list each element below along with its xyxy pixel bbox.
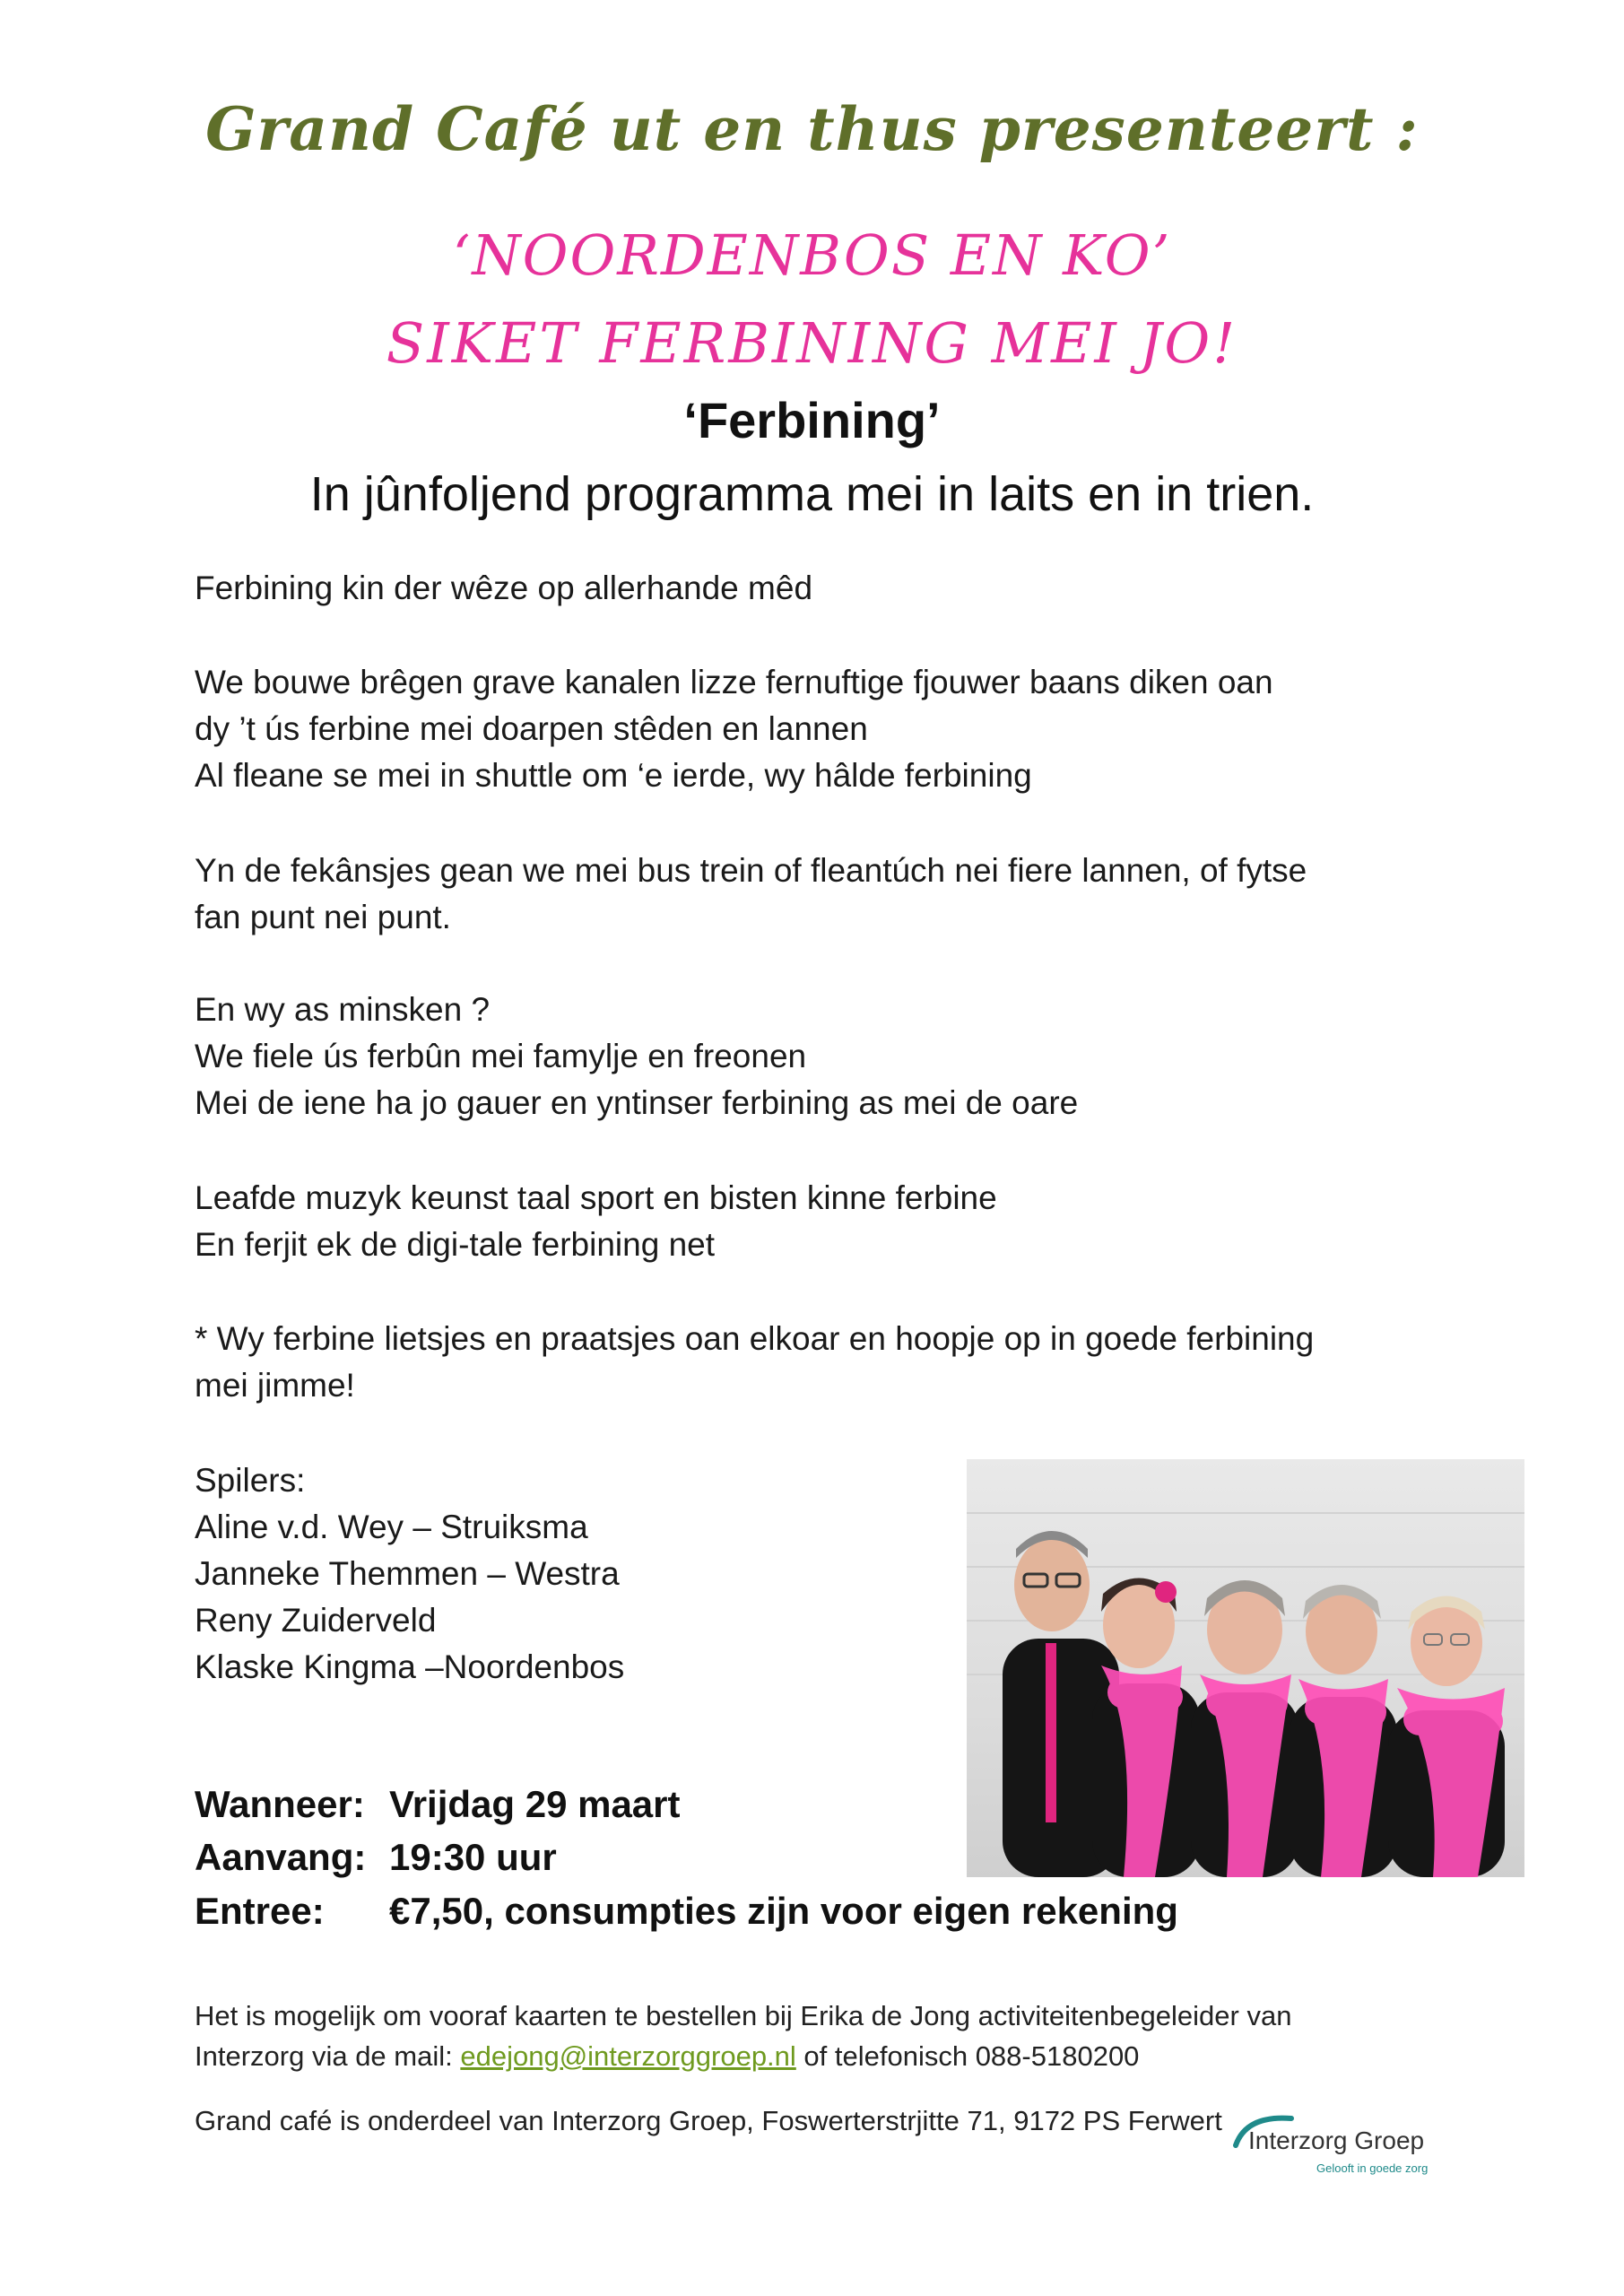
booking-prefix: Interzorg via de mail: [195, 2040, 461, 2072]
booking-suffix: of telefonisch 088-5180200 [795, 2040, 1140, 2072]
text-line: En ferjit ek de digi-tale ferbining net [195, 1226, 716, 1263]
text-line: We bouwe brêgen grave kanalen lizze fernuftige fjouwer baans diken oan [195, 664, 1273, 700]
text-line: Al fleane se mei in shuttle om ‘e ierde, wy hâlde ferbining [195, 757, 1032, 794]
player-name: Aline v.d. Wey – Struiksma [195, 1509, 588, 1545]
theme-heading: ‘Ferbining’ [683, 392, 941, 448]
text-line: Mei de iene ha jo gauer en yntinser ferbining as mei de oare [195, 1084, 1079, 1121]
players-list [195, 1457, 624, 1691]
start-value: 19:30 uur [389, 1836, 557, 1878]
paragraph-holidays [195, 848, 1450, 941]
interzorg-logo [1229, 2108, 1453, 2179]
text-line: En wy as minsken ? [195, 991, 491, 1028]
booking-line-contact [195, 2036, 1291, 2076]
logo-swoosh-icon [1229, 2108, 1453, 2179]
paragraph-songs [195, 1316, 1450, 1409]
event-date-row [195, 1783, 681, 1826]
player-name: Janneke Themmen – Westra [195, 1555, 620, 1592]
text-line: mei jimme! [195, 1367, 355, 1404]
player-name: Klaske Kingma –Noordenbos [195, 1648, 625, 1685]
start-label: Aanvang: [195, 1836, 367, 1878]
text-line: Leafde muzyk keunst taal sport en bisten kinne ferbine [195, 1179, 997, 1216]
text-line: Yn de fekânsjes gean we mei bus trein of fleantúch nei fiere lannen, of fytse [195, 852, 1307, 889]
when-label: Wanneer: [195, 1783, 365, 1825]
paragraph-love [195, 1175, 1450, 1268]
address-line: Grand café is onderdeel van Interzorg Groep, Foswerterstrjitte 71, 9172 PS Ferwert [195, 2105, 1222, 2136]
logo-tagline: Gelooft in goede zorg [1316, 2161, 1429, 2175]
text-line: fan punt nei punt. [195, 899, 451, 935]
players-label: Spilers: [195, 1462, 306, 1499]
event-start-row [195, 1836, 557, 1879]
when-value: Vrijdag 29 maart [389, 1783, 681, 1825]
group-photo [967, 1459, 1524, 1877]
text-line: We fiele ús ferbûn mei famylje en freonen [195, 1038, 807, 1074]
event-entry-row [195, 1890, 1178, 1933]
text-line: dy ’t ús ferbine mei doarpen stêden en lannen [195, 710, 868, 747]
show-title: ‘NOORDENBOS EN KO’ [452, 222, 1172, 288]
booking-line: Het is mogelijk om vooraf kaarten te bestellen bij Erika de Jong activiteitenbegeleider van [195, 2000, 1292, 2031]
entry-label: Entree: [195, 1890, 325, 1932]
email-link[interactable]: edejong@interzorggroep.nl [460, 2040, 796, 2072]
paragraph-building [195, 659, 1450, 799]
group-photo-illustration [967, 1459, 1524, 1877]
text-line: Ferbining kin der wêze op allerhande mêd [195, 570, 813, 606]
program-description: In jûnfoljend programma mei in laits en in trien. [309, 467, 1315, 521]
show-subtitle: SIKET FERBINING MEI JO! [386, 310, 1238, 376]
logo-name: Interzorg Groep [1248, 2126, 1425, 2154]
booking-info [195, 1996, 1291, 2076]
text-line: * Wy ferbine lietsjes en praatsjes oan elkoar en hoopje op in goede ferbining [195, 1320, 1315, 1357]
player-name: Reny Zuiderveld [195, 1602, 437, 1639]
paragraph-people [195, 987, 1450, 1126]
entry-value: €7,50, consumpties zijn voor eigen rekening [389, 1890, 1178, 1932]
paragraph-intro [195, 565, 1450, 612]
presenter-heading: Grand Café ut en thus presenteert : [205, 94, 1419, 164]
